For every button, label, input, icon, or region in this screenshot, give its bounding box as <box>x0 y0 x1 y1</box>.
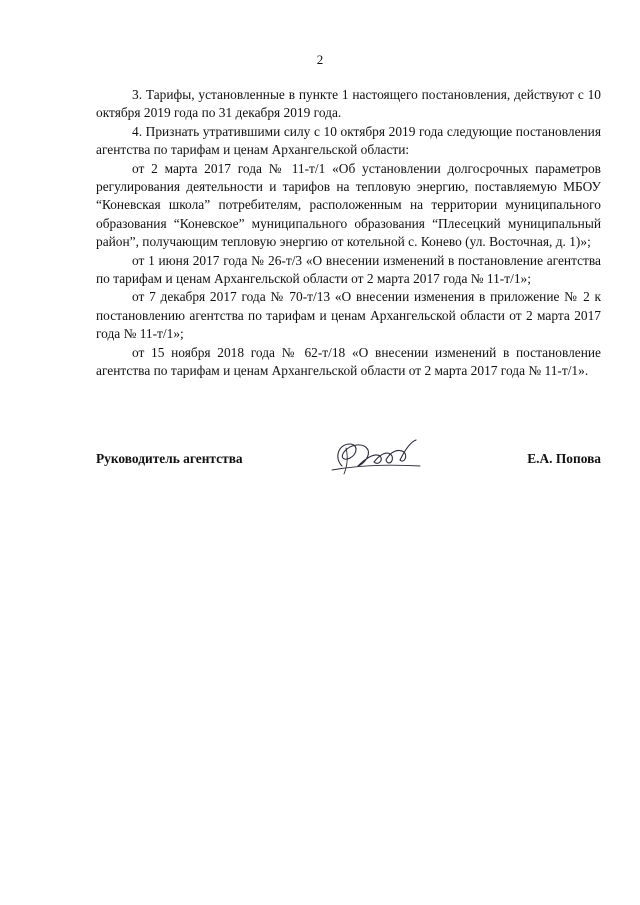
signatory-title: Руководитель агентства <box>96 451 243 466</box>
paragraph-repealed-decision-3: от 7 декабря 2017 года № 70-т/13 «О внесении изменения в приложение № 2 к постановлению агентства по тарифам и ценам Архангельской области от 2 марта 2017 года № 11-т/1»; <box>96 289 601 342</box>
paragraph-repeal-intro: 4. Признать утратившими силу с 10 октября 2019 года следующие постановления агентства по тарифам и ценам Архангельской области: <box>96 123 601 158</box>
document-body <box>96 86 601 381</box>
paragraph-repealed-decision-1: от 2 марта 2017 года № 11-т/1 «Об установлении долгосрочных параметров регулирования деятельности и тарифов на тепловую энергию, поставляемую МБОУ “Коневская школа” потребителям, расположенным на территории муниципального образования “Коневское” муниципального образования “Плесецкий муниципальный район”, получающим тепловую энергию от котельной с. Конево (ул. Восточная, д. 1)»; <box>96 160 601 250</box>
paragraph-repealed-decision-4: от 15 ноября 2018 года № 62-т/18 «О внесении изменений в постановление агентства по тарифам и ценам Архангельской области от 2 марта 2017 года № 11-т/1». <box>96 344 601 379</box>
page-number: 2 <box>316 52 324 67</box>
signature-block <box>96 436 601 486</box>
paragraph-repealed-decision-2: от 1 июня 2017 года № 26-т/3 «О внесении изменений в постановление агентства по тарифам и ценам Архангельской области от 2 марта 2017 года № 11-т/1»; <box>96 252 601 287</box>
paragraph-tariff-period: 3. Тарифы, установленные в пункте 1 настоящего постановления, действуют с 10 октября 2019 года по 31 декабря 2019 года. <box>96 87 601 121</box>
handwritten-signature <box>324 436 424 482</box>
signatory-name: Е.А. Попова <box>527 451 601 466</box>
